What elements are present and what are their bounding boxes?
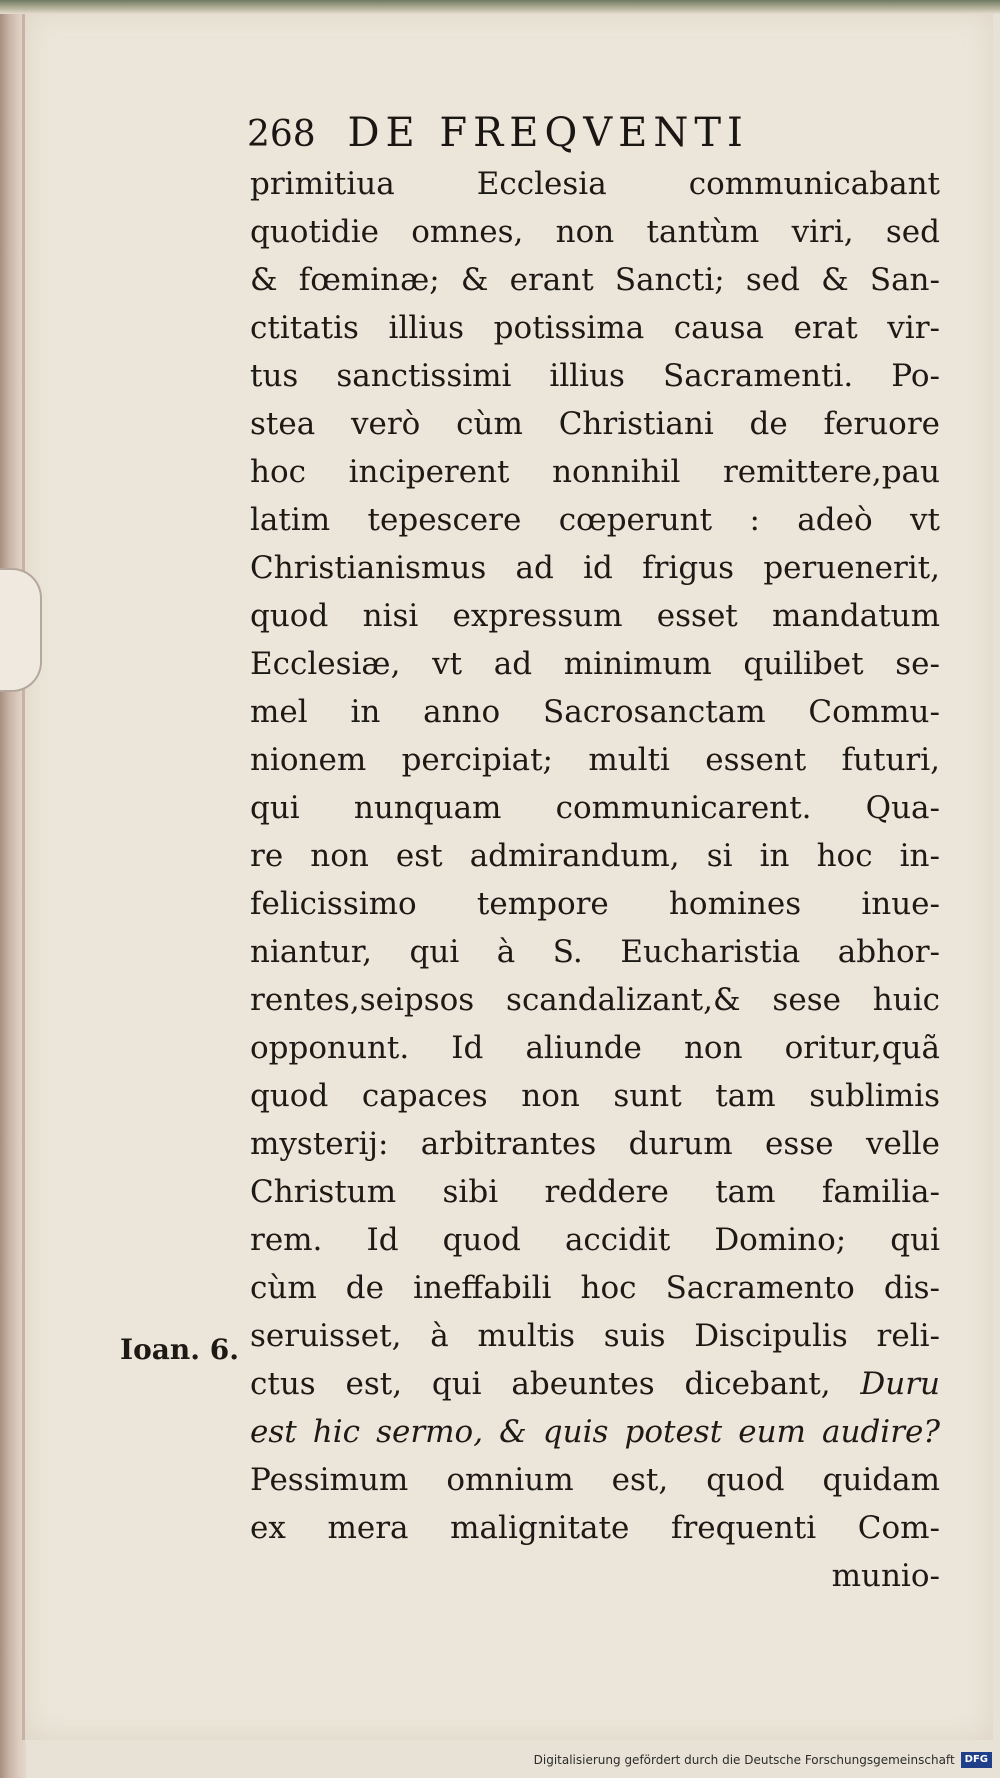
catchword-line: munio-: [831, 1558, 940, 1594]
page-clip: [0, 568, 42, 692]
text-line: latim tepescere cœperunt : adeò vt: [250, 502, 940, 538]
body-text: [250, 160, 940, 1600]
text-line: nionem percipiat; multi essent futuri,: [250, 742, 940, 778]
italic-quote: est hic sermo, & quis potest eum audire?: [250, 1414, 940, 1450]
text-line: [250, 1408, 940, 1456]
text-line: felicissimo tempore homines inue-: [250, 886, 940, 922]
text-line: quotidie omnes, non tantùm viri, sed: [250, 214, 940, 250]
italic-quote: Duru: [860, 1366, 940, 1402]
text-line: quod capaces non sunt tam sublimis: [250, 1078, 940, 1114]
text-line: mel in anno Sacrosanctam Commu-: [250, 694, 940, 730]
text-line: ex mera malignitate frequenti Com-: [250, 1510, 940, 1546]
text-line: Ecclesiæ, vt ad minimum quilibet se-: [250, 646, 940, 682]
text-line: hoc inciperent nonnihil remittere,pau: [250, 454, 940, 490]
text-line: ctitatis illius potissima causa erat vir-: [250, 310, 940, 346]
text-line: opponunt. Id aliunde non oritur,quã: [250, 1030, 940, 1066]
text-line: primitiua Ecclesia communicabant: [250, 166, 940, 202]
page-number: 268: [247, 114, 316, 155]
text-line: & fœminæ; & erant Sancti; sed & San-: [250, 262, 940, 298]
text-line: Christianismus ad id frigus peruenerit,: [250, 550, 940, 586]
text-line: niantur, qui à S. Eucharistia abhor-: [250, 934, 940, 970]
text-line: tus sanctissimi illius Sacramenti. Po-: [250, 358, 940, 394]
text-line: Christum sibi reddere tam familia-: [250, 1174, 940, 1210]
text-line: quod nisi expressum esset mandatum: [250, 598, 940, 634]
dfg-logo: DFG: [961, 1752, 992, 1768]
credit-text: Digitalisierung gefördert durch die Deutsche Forschungsgemeinschaft: [533, 1753, 955, 1767]
text-line: mysterij: arbitrantes durum esse velle: [250, 1126, 940, 1162]
marginal-note: Ioan. 6.: [120, 1333, 239, 1366]
text-line: Pessimum omnium est, quod quidam: [250, 1462, 940, 1498]
text-line: qui nunquam communicarent. Qua-: [250, 790, 940, 826]
text-line: re non est admirandum, si in hoc in-: [250, 838, 940, 874]
text-line: rentes,seipsos scandalizant,& sese huic: [250, 982, 940, 1018]
running-head: DE FREQVENTI: [347, 110, 749, 156]
text-line: cùm de ineffabili hoc Sacramento dis-: [250, 1270, 940, 1306]
text-line: ctus est, qui abeuntes dicebant, Duru: [250, 1366, 940, 1402]
text-line: rem. Id quod accidit Domino; qui: [250, 1222, 940, 1258]
text-line: stea verò cùm Christiani de feruore: [250, 406, 940, 442]
digitization-credit: [534, 1748, 992, 1772]
text-line: seruisset, à multis suis Discipulis reli-: [250, 1318, 940, 1354]
page-top-edge: [0, 0, 1000, 14]
